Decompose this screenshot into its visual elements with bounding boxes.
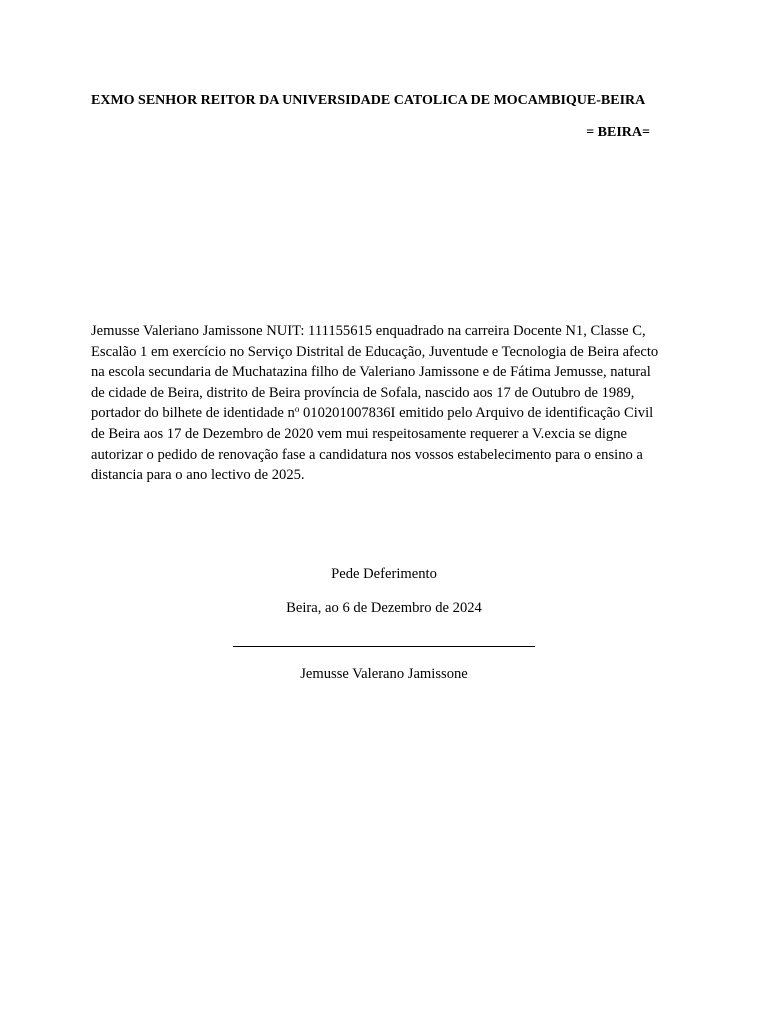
place-date: Beira, ao 6 de Dezembro de 2024 [286, 600, 482, 616]
body-line: Escalão 1 em exercício no Serviço Distrital de Educação, Juventude e Tecnologia de Beira afecto [91, 343, 659, 360]
city-heading: = BEIRA= [586, 125, 650, 140]
body-line: distancia para o ano lectivo de 2025. [91, 467, 305, 484]
letter-body [91, 321, 686, 486]
body-line: Jemusse Valeriano Jamissone NUIT: 111155615 enquadrado na carreira Docente N1, Classe C, [91, 323, 646, 339]
body-line: de cidade de Beira, distrito de Beira província de Sofala, nascido aos 17 de Outubro de 1989, [91, 384, 635, 401]
body-line: de Beira aos 17 de Dezembro de 2020 vem mui respeitosamente requerer a V.excia se digne [91, 425, 627, 442]
signature-name: Jemusse Valerano Jamissone [300, 666, 468, 682]
addressee-heading: EXMO SENHOR REITOR DA UNIVERSIDADE CATOLICA DE MOCAMBIQUE-BEIRA [91, 93, 646, 108]
body-line-end: 010201007836I emitido pelo Arquivo de identificação Civil [299, 405, 654, 422]
closing-phrase: Pede Deferimento [331, 566, 437, 582]
signature-line [233, 646, 535, 647]
body-line: na escola secundaria de Muchatazina filho de Valeriano Jamissone e de Fátima Jemusse, natural [91, 364, 651, 381]
body-line: autorizar o pedido de renovação fase a candidatura nos vossos estabelecimento para o ensino a [91, 446, 643, 463]
body-line [91, 403, 686, 424]
number-superscript: o [294, 404, 300, 415]
body-line-start: portador do bilhete de identidade n [91, 405, 295, 422]
